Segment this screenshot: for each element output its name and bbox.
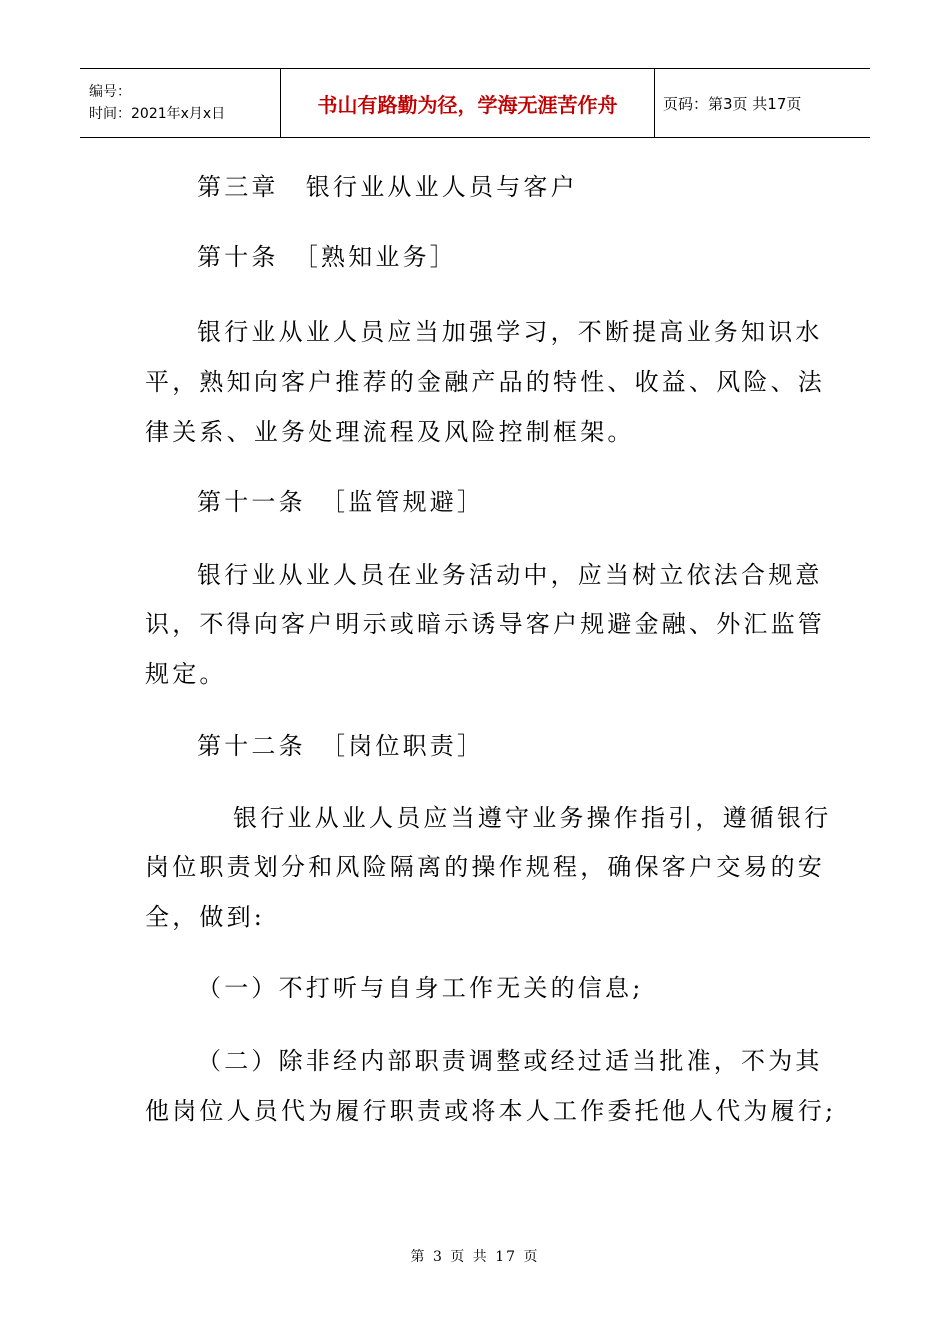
document-number-label: 编号： [89,84,131,100]
article-11-text-line-1: 银行业从业人员在业务活动中，应当树立依法合规意 [197,561,823,589]
chapter-title: 第三章 银行业从业人员与客户 [197,173,578,201]
article-12-item-2-line-1: （二）除非经内部职责调整或经过适当批准，不为其 [197,1047,823,1075]
page-footer: 第 3 页 共 17 页 [410,1249,540,1265]
article-11-text-line-3: 规定。 [145,660,227,688]
article-10-text-line-2: 平，熟知向客户推荐的金融产品的特性、收益、风险、法 [145,368,825,396]
article-12-heading: 第十二条 ［岗位职责］ [197,732,485,760]
article-12-text-line-2: 岗位职责划分和风险隔离的操作规程，确保客户交易的安 [145,853,825,881]
article-10-heading: 第十条 ［熟知业务］ [197,243,457,271]
header-meta [80,69,281,137]
article-12-text-line-3: 全，做到: [145,903,266,931]
article-11-text-line-2: 识，不得向客户明示或暗示诱导客户规避金融、外汇监管 [145,610,825,638]
article-12-text-line-1: 银行业从业人员应当遵守业务操作指引，遵循银行 [233,804,832,832]
article-10-text-line-3: 律关系、业务处理流程及风险控制框架。 [145,418,635,446]
article-12-item-1: （一）不打听与自身工作无关的信息; [197,974,644,1002]
article-12-item-2-line-2: 他岗位人员代为履行职责或将本人工作委托他人代为履行; [145,1097,837,1125]
article-11-heading: 第十一条 ［监管规避］ [197,488,485,516]
document-header [80,68,870,138]
document-time-label: 时间：2021年x月x日 [89,106,226,122]
header-motto: 书山有路勤为径，学海无涯苦作舟 [281,69,655,137]
header-page-info: 页码：第3页 共17页 [663,94,802,113]
article-10-text-line-1: 银行业从业人员应当加强学习，不断提高业务知识水 [197,318,823,346]
